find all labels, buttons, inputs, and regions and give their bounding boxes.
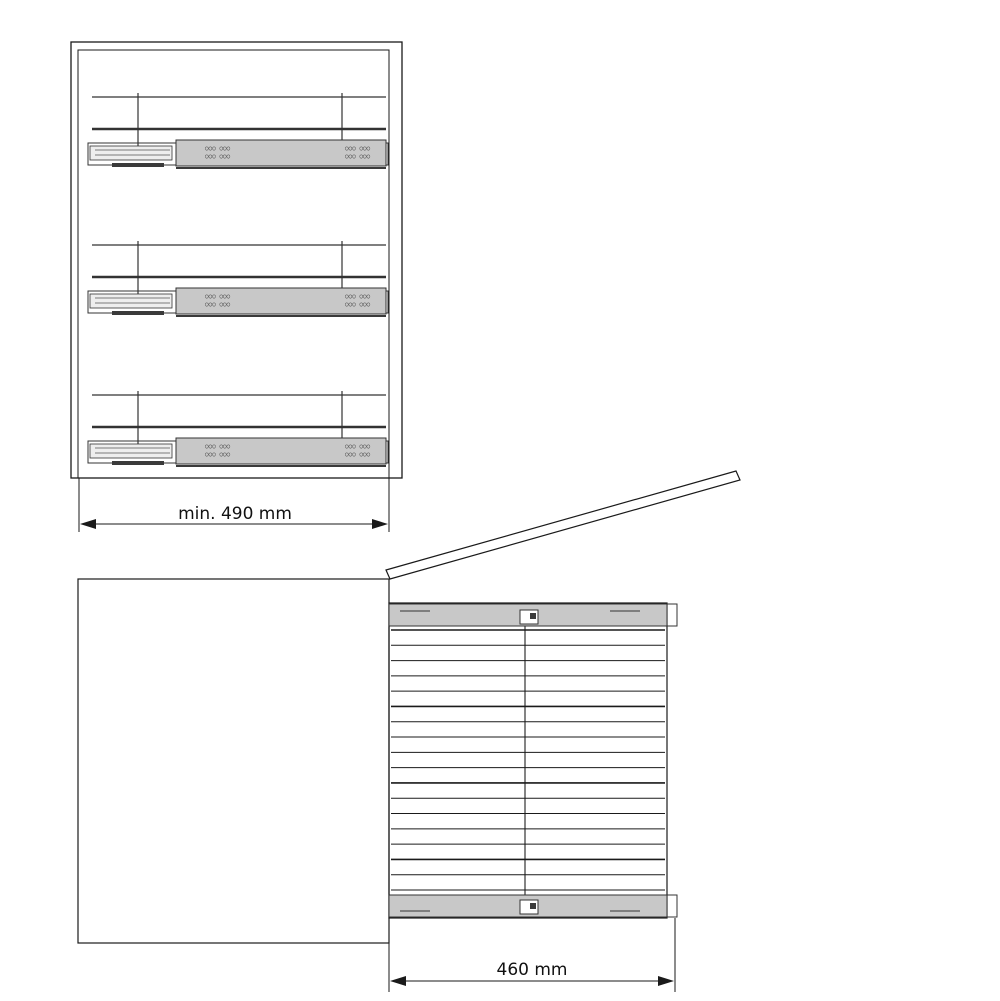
plan-view [78,471,740,992]
svg-text:○○○ ○○○: ○○○ ○○○ [205,293,231,300]
depth-dimension [389,918,675,992]
svg-text:○○○ ○○○: ○○○ ○○○ [345,145,371,152]
svg-text:○○○ ○○○: ○○○ ○○○ [205,153,231,160]
basket-upper [88,93,388,168]
width-dimension-label: min. 490 mm [178,504,292,524]
svg-text:○○○ ○○○: ○○○ ○○○ [345,451,371,458]
svg-text:○○○ ○○○: ○○○ ○○○ [345,153,371,160]
svg-text:○○○ ○○○: ○○○ ○○○ [205,301,231,308]
basket-lower [88,391,388,466]
front-elevation [71,42,402,532]
arrow-left-icon [390,976,406,986]
width-dimension [79,478,389,532]
basket-middle [88,241,388,316]
svg-text:○○○ ○○○: ○○○ ○○○ [345,293,371,300]
depth-dimension-label: 460 mm [496,960,568,980]
arrow-left-icon [80,519,96,529]
arrow-right-icon [372,519,388,529]
svg-text:○○○ ○○○: ○○○ ○○○ [345,443,371,450]
svg-text:○○○ ○○○: ○○○ ○○○ [345,301,371,308]
basket-slats [391,630,665,890]
cabinet-side-panel [78,579,389,943]
svg-text:○○○ ○○○: ○○○ ○○○ [205,443,231,450]
svg-text:○○○ ○○○: ○○○ ○○○ [205,145,231,152]
basket-plan [389,603,677,918]
open-door [386,471,740,579]
svg-text:○○○ ○○○: ○○○ ○○○ [205,451,231,458]
arrow-right-icon [658,976,674,986]
cabinet-outline [71,42,402,478]
